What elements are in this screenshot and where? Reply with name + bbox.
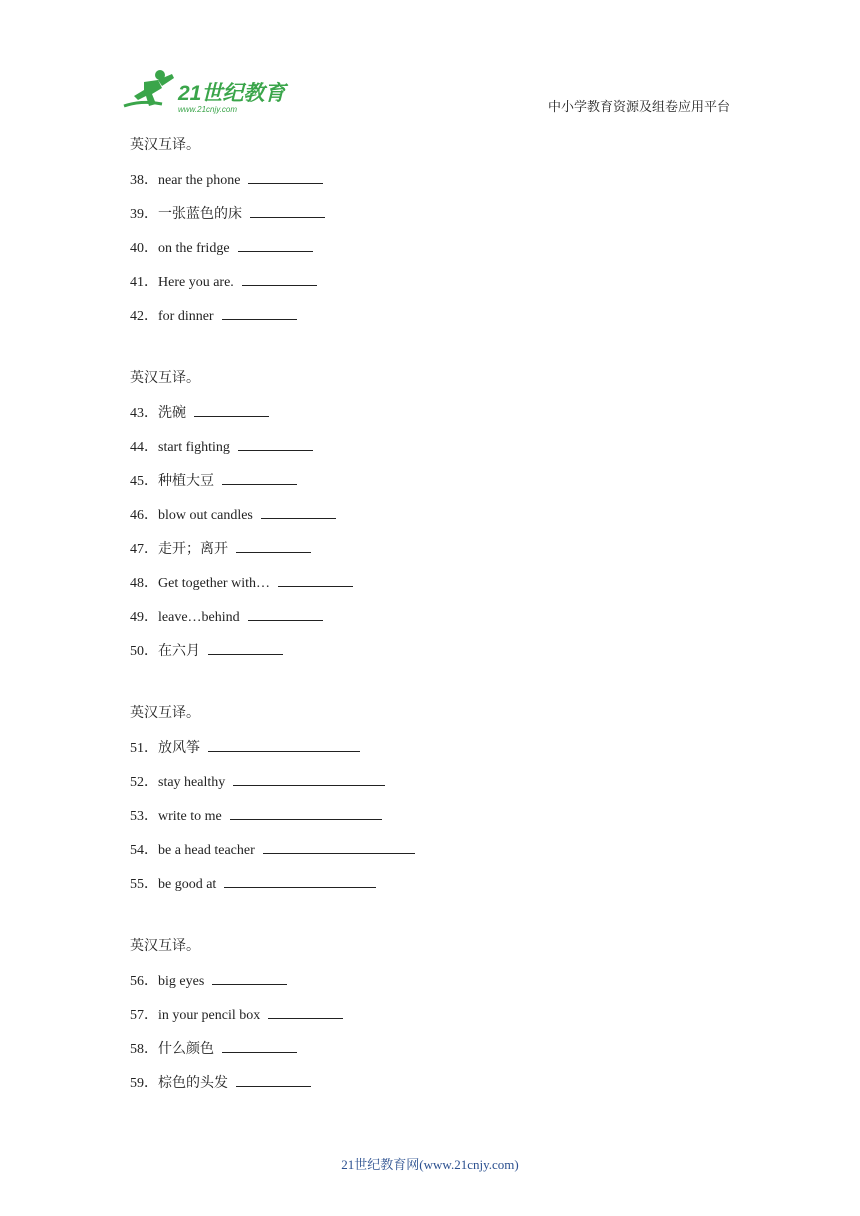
item-prompt: 洗碗 [158, 406, 186, 421]
item-number: 42． [130, 309, 158, 324]
exercise-item [130, 1004, 770, 1038]
answer-blank[interactable] [238, 436, 313, 451]
section-title: 英汉互译。 [130, 371, 200, 386]
item-number: 45． [130, 474, 158, 489]
item-number: 39． [130, 207, 158, 222]
item-number: 48． [130, 576, 158, 591]
item-number: 41． [130, 275, 158, 290]
item-prompt: 放风筝 [158, 741, 200, 756]
item-number: 57． [130, 1008, 158, 1023]
item-prompt: big eyes [158, 974, 205, 989]
exercise-section [130, 369, 770, 674]
exercise-item [130, 305, 770, 339]
exercise-section [130, 937, 770, 1106]
platform-title: 中小学教育资源及组卷应用平台 [547, 99, 730, 114]
item-prompt: be a head teacher [158, 843, 255, 858]
answer-blank[interactable] [224, 873, 376, 888]
answer-blank[interactable] [208, 640, 283, 655]
brand-logo [122, 66, 290, 116]
exercise-item [130, 271, 770, 305]
item-number: 54． [130, 843, 158, 858]
item-number: 58． [130, 1042, 158, 1057]
item-prompt: for dinner [158, 309, 214, 324]
item-number: 47． [130, 542, 158, 557]
exercise-item [130, 771, 770, 805]
item-number: 43． [130, 406, 158, 421]
item-prompt: 什么颜色 [158, 1042, 214, 1057]
item-number: 53． [130, 809, 158, 824]
item-prompt: on the fridge [158, 241, 230, 256]
answer-blank[interactable] [222, 305, 297, 320]
answer-blank[interactable] [236, 1072, 311, 1087]
item-number: 55． [130, 877, 158, 892]
item-prompt: 一张蓝色的床 [158, 207, 242, 222]
exercise-item [130, 873, 770, 907]
item-prompt: 走开；离开 [158, 542, 228, 557]
item-prompt: 种植大豆 [158, 474, 214, 489]
svg-text:www.21cnjy.com: www.21cnjy.com [178, 105, 237, 114]
answer-blank[interactable] [263, 839, 415, 854]
svg-text:21世纪教育: 21世纪教育 [178, 82, 286, 105]
exercise-item [130, 203, 770, 237]
exercise-item [130, 640, 770, 674]
answer-blank[interactable] [208, 737, 360, 752]
item-number: 52． [130, 775, 158, 790]
item-prompt: blow out candles [158, 508, 253, 523]
exercise-item [130, 237, 770, 271]
exercise-item [130, 839, 770, 873]
exercise-item [130, 572, 770, 606]
answer-blank[interactable] [212, 970, 287, 985]
item-number: 56． [130, 974, 158, 989]
item-prompt: write to me [158, 809, 222, 824]
exercise-item [130, 504, 770, 538]
item-number: 49． [130, 610, 158, 625]
answer-blank[interactable] [230, 805, 382, 820]
exercise-content [130, 136, 770, 1136]
item-prompt: in your pencil box [158, 1008, 261, 1023]
answer-blank[interactable] [250, 203, 325, 218]
answer-blank[interactable] [194, 402, 269, 417]
exercise-item [130, 970, 770, 1004]
answer-blank[interactable] [238, 237, 313, 252]
exercise-item [130, 436, 770, 470]
item-number: 51． [130, 741, 158, 756]
exercise-section [130, 136, 770, 339]
exercise-item [130, 1038, 770, 1072]
exercise-item [130, 538, 770, 572]
exercise-item [130, 805, 770, 839]
answer-blank[interactable] [242, 271, 317, 286]
section-title: 英汉互译。 [130, 138, 200, 153]
answer-blank[interactable] [236, 538, 311, 553]
item-prompt: stay healthy [158, 775, 226, 790]
exercise-item [130, 402, 770, 436]
section-title: 英汉互译。 [130, 706, 200, 721]
item-prompt: Get together with… [158, 576, 270, 591]
answer-blank[interactable] [248, 606, 323, 621]
item-number: 59． [130, 1076, 158, 1091]
item-number: 38． [130, 173, 158, 188]
exercise-item [130, 1072, 770, 1106]
exercise-item [130, 470, 770, 504]
running-figure-logo-icon [122, 66, 290, 116]
exercise-item [130, 169, 770, 203]
exercise-section [130, 704, 770, 907]
answer-blank[interactable] [233, 771, 385, 786]
footer-link[interactable]: 21世纪教育网(www.21cnjy.com) [341, 1157, 519, 1172]
answer-blank[interactable] [222, 470, 297, 485]
item-number: 50． [130, 644, 158, 659]
item-prompt: start fighting [158, 440, 230, 455]
item-prompt: Here you are. [158, 275, 234, 290]
item-prompt: leave…behind [158, 610, 240, 625]
exercise-item [130, 737, 770, 771]
answer-blank[interactable] [268, 1004, 343, 1019]
item-prompt: be good at [158, 877, 217, 892]
answer-blank[interactable] [222, 1038, 297, 1053]
answer-blank[interactable] [278, 572, 353, 587]
item-number: 40． [130, 241, 158, 256]
item-prompt: 在六月 [158, 644, 200, 659]
item-number: 44． [130, 440, 158, 455]
item-prompt: near the phone [158, 173, 241, 188]
item-prompt: 棕色的头发 [158, 1076, 228, 1091]
answer-blank[interactable] [261, 504, 336, 519]
section-title: 英汉互译。 [130, 939, 200, 954]
exercise-item [130, 606, 770, 640]
item-number: 46． [130, 508, 158, 523]
answer-blank[interactable] [248, 169, 323, 184]
